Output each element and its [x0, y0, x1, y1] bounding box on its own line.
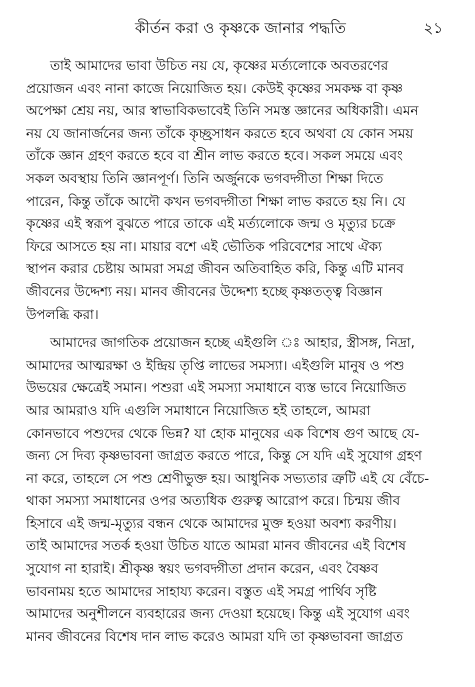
text-line: কৃষ্ণের এই স্বরূপ বুঝতে পারে তাকে এই মর্ত্যলোকে জন্ম ও মৃত্যুর চক্রে	[26, 217, 396, 233]
text-line: থাকা সমস্যা সমাধানের ওপর অত্যধিক গুরুত্ব আরোপ করে। চিন্ময় জীব	[26, 494, 401, 510]
text-line: তাই আমাদের সতর্ক হওয়া উচিত যাতে আমরা মানব জীবনের এই বিশেষ	[26, 539, 406, 555]
text-line: জীবনের উদ্দেশ্য নয়। মানব জীবনের উদ্দেশ্য হচ্ছে কৃষ্ণতত্ত্ব বিজ্ঞান	[26, 284, 383, 300]
text-line: নয় যে জানার্জনের জন্য তাঁকে কৃচ্ছ্রসাধন করতে হবে অথবা যে কোন সময়	[26, 126, 414, 142]
text-line: অপেক্ষা শ্রেয় নয়, আর স্বাভাবিকভাবেই তিনি সমস্ত জ্ঞানের অধিকারী। এমন	[26, 104, 419, 120]
text-line: আমাদের অনুশীলনে ব্যবহারের জন্য দেওয়া হয়েছে। কিন্তু এই সুযোগ এবং	[26, 607, 410, 623]
text-line: না করে, তাহলে সে পশু শ্রেণীভুক্ত হয়। আধুনিক সভ্যতার ত্রুটি এই যে বেঁচে-	[26, 471, 430, 487]
text-line: কোনভাবে পশুদের থেকে ভিন্ন? যা হোক মানুষের এক বিশেষ গুণ আছে যে-	[26, 426, 420, 442]
text-line: প্রয়োজন এবং নানা কাজে নিয়োজিত হয়। কেউই কৃষ্ণের সমকক্ষ বা কৃষ্ণ	[26, 81, 403, 97]
text-line: ভাবনাময় হতে আমাদের সাহায্য করেন। বস্তুত এই সমগ্র পার্থিব সৃষ্টি	[26, 584, 377, 600]
text-line: আমাদের জাগতিক প্রয়োজন হচ্ছে এইগুলি ঃ আহার, স্ত্রীসঙ্গ, নিদ্রা,	[50, 336, 415, 352]
paragraph-2	[26, 333, 455, 649]
text-line: তাই আমাদের ভাবা উচিত নয় যে, কৃষ্ণের মর্ত্যলোকে অবতরণের	[50, 59, 389, 74]
text-line: হিসাবে এই জন্ম-মৃত্যুর বন্ধন থেকে আমাদের মুক্ত হওয়া অবশ্য করণীয়।	[26, 516, 397, 532]
text-line: উপলব্ধি করা।	[26, 307, 99, 323]
text-line: ফিরে আসতে হয় না। মায়ার বশে এই ভৌতিক পরিবেশের সাথে ঐক্য	[26, 239, 382, 255]
paragraph-1	[26, 56, 455, 327]
text-line: সকল অবস্থায় তিনি জ্ঞানপূর্ণ। তিনি অর্জুনকে ভগবদ্গীতা শিক্ষা দিতে	[26, 171, 384, 187]
text-line: মানব জীবনের বিশেষ দান লাভ করেও আমরা যদি তা কৃষ্ণভাবনা জাগ্রত	[26, 629, 403, 645]
text-line: উভয়ের ক্ষেত্রেই সমান। পশুরা এই সমস্যা সমাধানে ব্যস্ত ভাবে নিয়োজিত	[26, 381, 407, 397]
text-line: তাঁকে জ্ঞান গ্রহণ করতে হবে বা শ্রীন লাভ করতে হবে। সকল সময়ে এবং	[26, 149, 403, 165]
running-header	[26, 0, 455, 48]
text-line: আমাদের আত্মরক্ষা ও ইন্দ্রিয় তৃপ্তি লাভের সমস্যা। এইগুলি মানুষ ও পশু	[26, 358, 405, 374]
chapter-title: কীর্তন করা ও কৃষ্ণকে জানার পদ্ধতি	[134, 19, 347, 37]
page-number: ২১	[423, 19, 443, 37]
text-line: স্থাপন করার চেষ্টায় আমরা সমগ্র জীবন অতিবাহিত করি, কিন্তু এটি মানব	[26, 262, 404, 278]
text-line: জন্য সে দিব্য কৃষ্ণভাবনা জাগ্রত করতে পারে, কিন্তু সে যদি এই সুযোগ গ্রহণ	[26, 449, 422, 465]
text-line: পারেন, কিন্তু তাঁকে আদৌ কখন ভগবদ্গীতা শিক্ষা লাভ করতে হয় নি। যে	[26, 194, 406, 210]
text-line: আর আমরাও যদি এগুলি সমাধানে নিয়োজিত হই তাহলে, আমরা	[26, 403, 371, 419]
text-line: সুযোগ না হারাই। শ্রীকৃষ্ণ স্বয়ং ভগবদ্গীতা প্রদান করেন, এবং বৈষ্ণব	[26, 562, 379, 578]
